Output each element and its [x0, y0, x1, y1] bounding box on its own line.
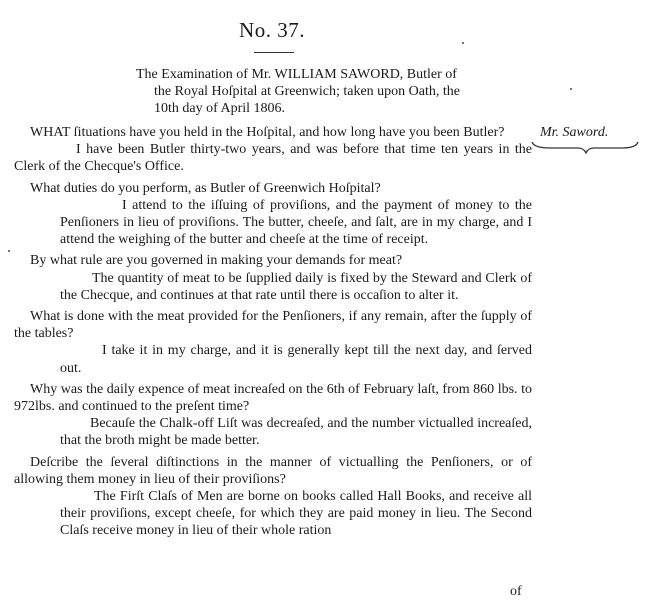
examination-body	[14, 124, 532, 544]
ink-speck	[570, 88, 572, 90]
intro-line-2: the Royal Hoſpital at Greenwich; taken upon Oath, the	[154, 84, 460, 99]
heading-rule	[254, 52, 294, 53]
question-text: Deſcribe the ſeveral diſtinctions in the manner of victualling the Penſioners, or of allowing them money in lieu of their proviſions?	[14, 454, 532, 487]
qa-block	[14, 381, 532, 450]
qa-block	[14, 308, 532, 377]
answer-text: The quantity of meat to be ſupplied daily is fixed by the Steward and Clerk of the Checque, and continues at that rate until there is occaſion to alter it.	[60, 270, 532, 303]
answer-text: Becauſe the Chalk-off Liſt was decreaſed, and the number victualled increaſed, that the broth might be made better.	[60, 416, 532, 449]
question-text: By what rule are you governed in making your demands for meat?	[30, 253, 403, 269]
intro-line-1: The Examination of Mr. WILLIAM SAWORD, Butler of	[136, 67, 457, 82]
question-text: What is done with the meat provided for the Penſioners, if any remain, after the ſupply of the tables?	[14, 309, 532, 342]
answer-text: I take it in my charge, and it is generally kept till the next day, and ſerved out.	[60, 343, 532, 376]
margin-witness-name: Mr. Saword.	[540, 125, 609, 140]
answer-text: I have been Butler thirty-two years, and was before that time ten years in the Clerk of the Checque's Office.	[14, 142, 532, 175]
examination-intro	[136, 66, 532, 117]
intro-line-3: 10th day of April 1806.	[154, 101, 286, 116]
margin-brace	[530, 140, 640, 154]
question-text: Why was the daily expence of meat increaſed on the 6th of February laſt, from 860 lbs. to 972lbs. and continued to the preſent time?	[14, 381, 532, 415]
answer-text: The Firſt Claſs of Men are borne on books called Hall Books, and receive all their proviſions, except cheeſe, for which they are paid money in lieu. The Second Claſs receive money in lieu of their whole ration	[60, 489, 532, 539]
ink-speck	[462, 42, 464, 44]
question-text: WHAT ſituations have you held in the Hoſpital, and how long have you been Butler?	[30, 125, 505, 140]
qa-block	[14, 180, 532, 249]
qa-block	[14, 252, 532, 304]
qa-block	[14, 454, 532, 540]
ink-speck	[8, 250, 10, 252]
qa-block	[14, 124, 532, 176]
question-text: What duties do you perform, as Butler of Greenwich Hoſpital?	[30, 180, 381, 196]
answer-text: I attend to the iſſuing of proviſions, and the payment of money to the Penſioners in lieu of proviſions. The butter, cheeſe, and ſalt, are in my charge, and I attend the weighing of the butter and cheeſe at the time of receipt.	[60, 197, 532, 248]
catchword: of	[510, 584, 522, 599]
page-number-heading: No. 37.	[239, 18, 305, 42]
